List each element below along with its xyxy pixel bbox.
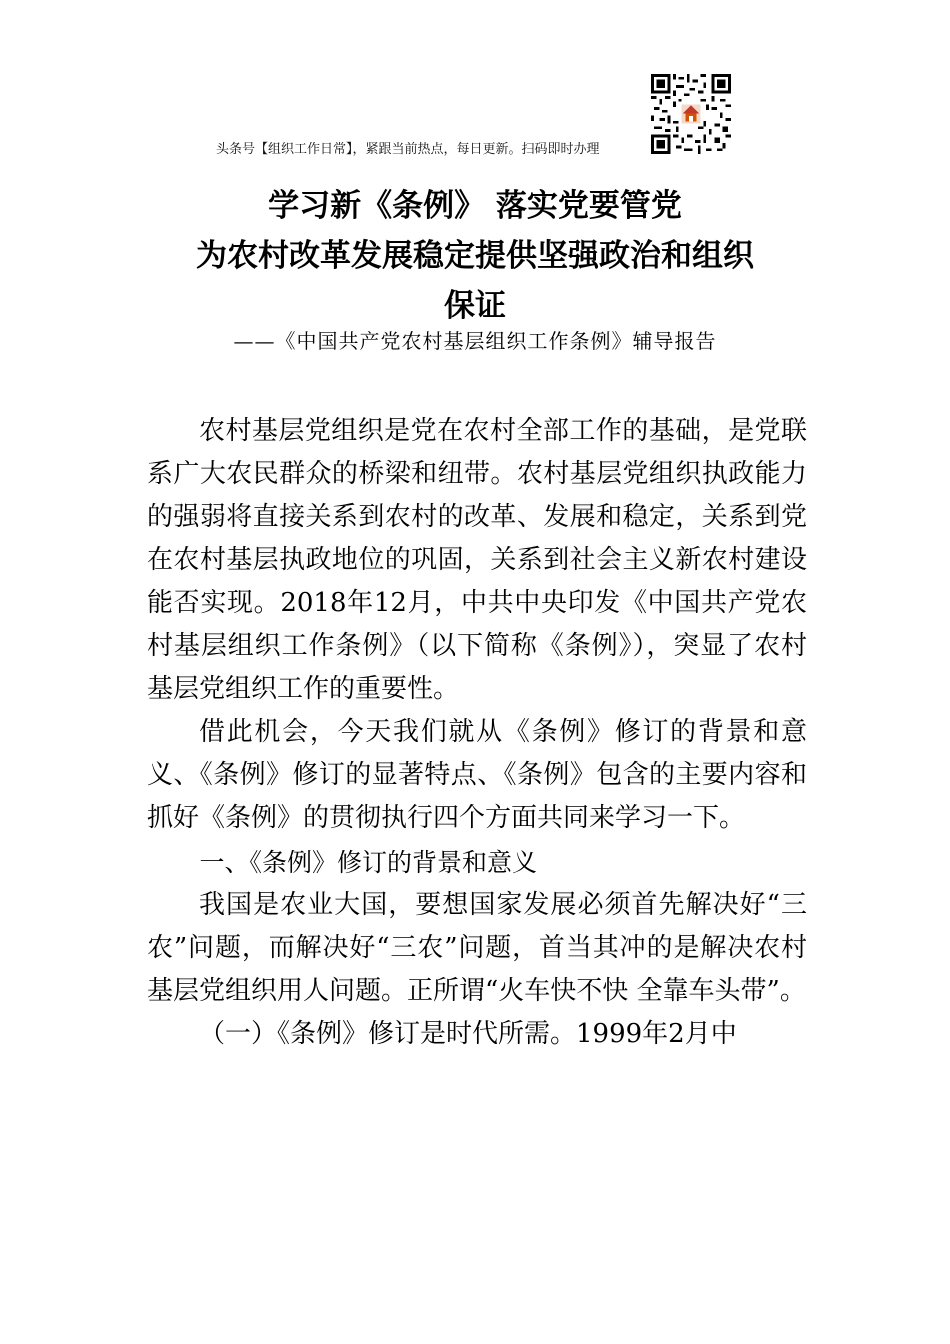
paragraph-overview: 借此机会，今天我们就从《条例》修订的背景和意义、《条例》修订的显著特点、《条例》包含的主要内容和抓好《条例》的贯彻执行四个方面共同来学习一下。 [147, 717, 807, 833]
document-body [147, 410, 807, 1056]
title-line-3: 保证 [444, 288, 506, 324]
paragraph-agriculture: 我国是农业大国，要想国家发展必须首先解决好“三农”问题，而解决好“三农”问题，首当其冲的是解决农村基层党组织用人问题。正所谓“火车快不快 全靠车头带”。 [147, 890, 807, 1006]
qr-code-icon[interactable] [651, 74, 731, 154]
document-title [150, 181, 800, 331]
paragraph-subsection-1: （一）《条例》修订是时代所需。1999年2月中 [199, 1019, 737, 1049]
section-heading-1: 一、《条例》修订的背景和意义 [199, 848, 538, 877]
paragraph-intro: 农村基层党组织是党在农村全部工作的基础，是党联系广大农民群众的桥梁和纽带。农村基层党组织执政能力的强弱将直接关系到农村的改革、发展和稳定，关系到党在农村基层执政地位的巩固，关系到社会主义新农村建设能否实现。2018年12月，中共中央印发《中国共产党农村基层组织工作条例》（以下简称《条例》），突显了农村基层党组织工作的重要性。 [147, 416, 807, 704]
document-subtitle: ——《中国共产党农村基层组织工作条例》辅导报告 [233, 329, 717, 353]
title-line-1: 学习新《条例》 落实党要管党 [268, 188, 682, 224]
title-line-2: 为农村改革发展稳定提供坚强政治和组织 [196, 238, 754, 274]
header-promo-note: 头条号【组织工作日常】，紧跟当前热点，每日更新。扫码即时办理 [216, 142, 600, 157]
